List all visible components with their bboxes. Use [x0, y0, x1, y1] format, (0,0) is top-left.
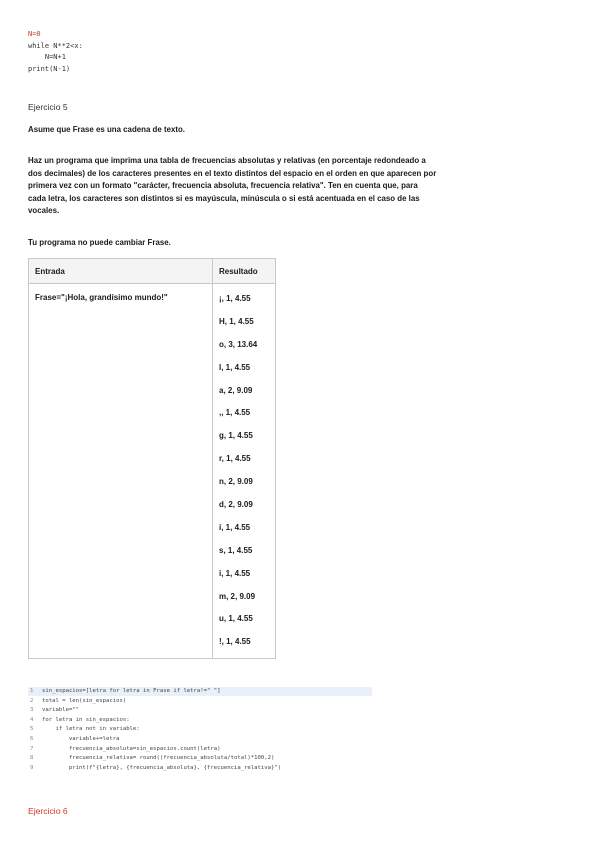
editor-line: [28, 764, 281, 773]
editor-line: [28, 754, 274, 763]
header-resultado: Resultado: [213, 259, 276, 284]
code-line: N=0: [28, 30, 41, 38]
line-code: frecuencia_relativa= round((frecuencia_absoluta/total)*100,2): [42, 755, 275, 762]
code-line: while N**2<x:: [28, 41, 83, 50]
code-line: N=N+1: [28, 53, 66, 61]
line-code: total = len(sin_espacios): [42, 697, 127, 704]
result-line: m, 2, 9.09: [219, 591, 256, 601]
line-number: 9: [30, 764, 34, 771]
result-line: H, 1, 4.55: [219, 316, 254, 326]
editor-line: [28, 706, 79, 715]
code-line: print(N-1): [28, 64, 71, 73]
exercise-intro: Asume que Frase es una cadena de texto.: [28, 125, 185, 134]
editor-line: [28, 687, 221, 696]
line-number: 3: [30, 707, 34, 714]
result-line: n, 2, 9.09: [219, 477, 253, 487]
result-line: i, 1, 4.55: [219, 568, 251, 578]
line-code: frecuencia_absoluta=sin_espacios.count(letra): [42, 745, 221, 752]
description-line: dos decimales) de los caracteres presentes en el texto distintos del espacio en el orden en que aparecen por: [28, 168, 437, 178]
line-code: if letra not in variable:: [42, 726, 140, 733]
line-code: variable+=letra: [42, 736, 120, 742]
editor-line: [28, 725, 140, 734]
result-line: r, 1, 4.55: [219, 454, 251, 464]
result-cell: [213, 284, 276, 659]
exercise-constraint: Tu programa no puede cambiar Frase.: [28, 238, 171, 247]
exercise-6-title: Ejercicio 6: [28, 806, 68, 816]
description-line: vocales.: [28, 206, 60, 215]
exercise-5-title: Ejercicio 5: [28, 102, 68, 112]
description-line: primera vez con un formato "carácter, frecuencia absoluta, frecuencia relativa". Ten en cuenta que, para: [28, 181, 418, 190]
top-code-block: [28, 29, 83, 75]
result-line: s, 1, 4.55: [219, 545, 253, 555]
editor-line: [28, 697, 126, 706]
editor-line: [28, 735, 119, 744]
table-row: [29, 284, 276, 659]
description-line: cada letra, los caracteres son distintos si es mayúscula, minúscula o si está acentuada en el caso de las: [28, 193, 420, 203]
line-number: 4: [30, 716, 34, 723]
result-line: ,, 1, 4.55: [219, 408, 251, 418]
line-number: 7: [30, 745, 34, 752]
result-line: í, 1, 4.55: [219, 522, 251, 532]
editor-line: [28, 716, 130, 725]
result-line: o, 3, 13.64: [219, 339, 258, 349]
results-table: [28, 258, 276, 659]
line-number: 8: [30, 755, 34, 762]
editor-line: [28, 745, 221, 754]
result-line: a, 2, 9.09: [219, 385, 253, 395]
result-line: ¡, 1, 4.55: [219, 294, 251, 303]
line-code: for letra in sin_espacios:: [42, 716, 130, 723]
line-code: variable="": [42, 707, 80, 714]
line-number: 5: [30, 726, 34, 733]
result-line: g, 1, 4.55: [219, 431, 253, 441]
result-line: u, 1, 4.55: [219, 614, 253, 624]
result-line: d, 2, 9.09: [219, 500, 253, 510]
line-number: 6: [30, 736, 34, 742]
description-line: Haz un programa que imprima una tabla de frecuencias absolutas y relativas (en porcentaje redondeado a: [28, 156, 426, 165]
line-code: print(f"{letra}, {frecuencia_absoluta}, {frecuencia_relativa}"): [42, 764, 282, 771]
result-line: l, 1, 4.55: [219, 362, 251, 372]
result-line: !, 1, 4.55: [219, 637, 251, 647]
header-entrada: Entrada: [29, 259, 213, 284]
line-code: sin_espacios=[letra for letra in Frase if letra!=" "]: [42, 688, 221, 694]
exercise-description: [28, 155, 576, 218]
input-cell: Frase="¡Hola, grandísimo mundo!": [29, 284, 213, 659]
code-editor-screenshot: [28, 683, 372, 778]
line-number: 1: [30, 688, 34, 694]
line-number: 2: [30, 697, 34, 704]
